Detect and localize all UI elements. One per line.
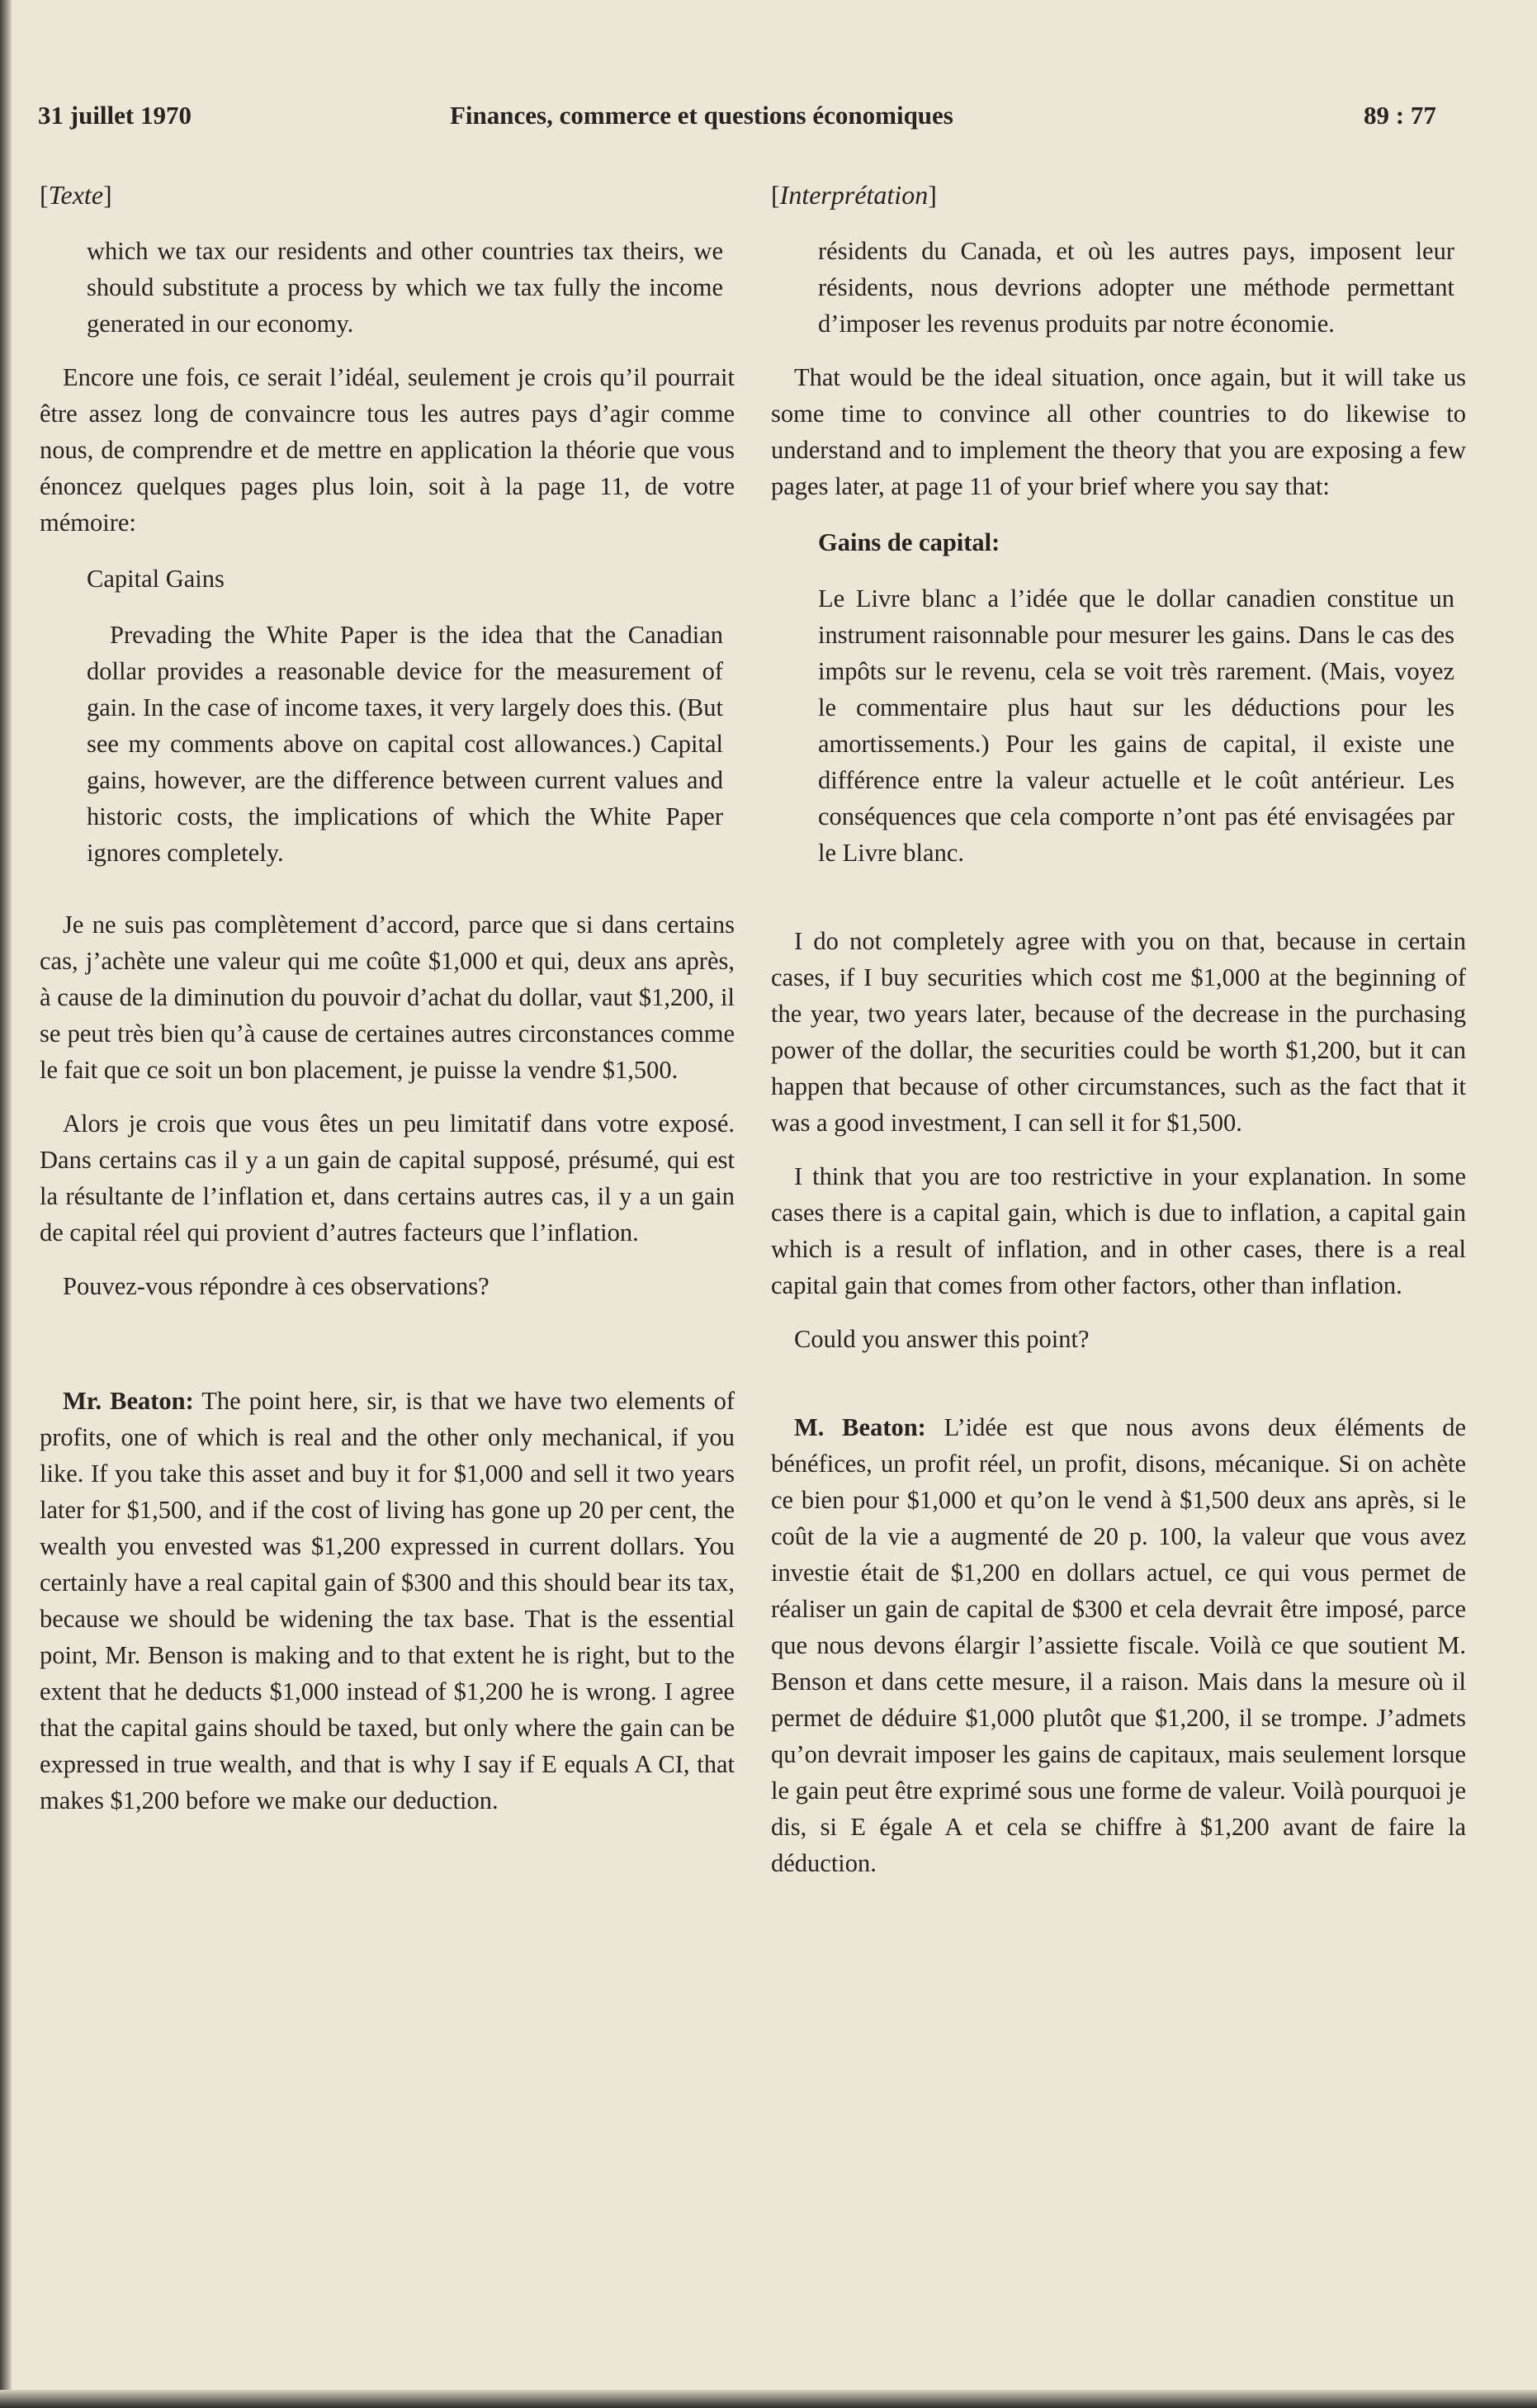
header-page-number: 89 : 77 [1364,101,1436,130]
paragraph: which we tax our residents and other countries tax theirs, we should substitute a process by which we tax fully the income generated in our economy. [87,237,723,338]
column-heading-texte: [Texte] [40,180,112,210]
paragraph: Encore une fois, ce serait l’idéal, seulement je crois qu’il pourrait être assez long de convaincre tous les autres pays d’agir comme nous, de comprendre et de mettre en application la théorie que vous énoncez quelques pages plus loin, soit à la page 11, de votre mémoire: [40,363,735,537]
paragraph: Alors je crois que vous êtes un peu limitatif dans votre exposé. Dans certains cas il y a un gain de capital supposé, présumé, qui est la résultante de l’inflation et, dans certains autres cas, il y a un gain de capital réel qui provient d’autres facteurs que l’inflation. [40,1109,735,1247]
paragraph: Je ne suis pas complètement d’accord, parce que si dans certains cas, j’achète une valeur qui me coûte $1,000 et qui, deux ans après, à cause de la diminution du pouvoir d’achat du dollar, vaut $1,200, il se peut très bien qu’à cause de certaines autres circonstances comme le fait que ce soit un bon placement, je puisse la vendre $1,500. [40,911,735,1084]
speaker-paragraph [40,1383,735,1819]
page-binding-edge [0,0,12,2408]
quoted-paragraph: Prevading the White Paper is the idea that the Canadian dollar provides a reasonable device for the measurement of gain. In the case of income taxes, it very largely does this. (But see my comments above on capital cost allowances.) Capital gains, however, are the difference between current values and historic costs, the implications of which the White Paper ignores completely. [87,621,723,867]
right-column [771,178,1466,1899]
speaker-name: Mr. Beaton: [63,1387,194,1415]
speaker-name: M. Beaton: [794,1413,926,1441]
speaker-paragraph [771,1409,1466,1881]
quoted-paragraph: Le Livre blanc a l’idée que le dollar canadien constitue un instrument raisonnable pour mesurer les gains. Dans le cas des impôts sur le revenu, cela se voit très rarement. (Mais, voyez le commentaire plus haut sur les déductions pour les amortissements.) Pour les gains de capital, il existe une différence entre la valeur actuelle et le coût antérieur. Les conséquences que cela comporte n’ont pas été envisagées par le Livre blanc. [818,584,1454,867]
left-column [40,178,735,1836]
speaker-text: The point here, sir, is that we have two elements of profits, one of which is real and the other only mechanical, if you like. If you take this asset and buy it for $1,000 and sell it two years later for $1,500, and if the cost of living has gone up 20 per cent, the wealth you envested was $1,200 expressed in current dollars. You certainly have a real capital gain of $300 and this should bear its tax, because we should be widening the tax base. That is the essential point, Mr. Benson is making and to that extent he is right, but to the extent that he deducts $1,000 instead of $1,200 he is wrong. I agree that the capital gains should be taxed, but only where the gain can be expressed in true wealth, and that is why I say if E equals A CI, that makes $1,200 before we make our deduction. [40,1387,735,1814]
column-heading-interpretation: [Interprétation] [771,180,937,210]
paragraph: résidents du Canada, et où les autres pays, imposent leur résidents, nous devrions adopter une méthode permettant d’imposer les revenus produits par notre économie. [818,237,1454,338]
column-heading-label: Interprétation [779,180,929,210]
paragraph: Could you answer this point? [794,1325,1090,1353]
subheading: Gains de capital: [818,528,1000,556]
speaker-text: L’idée est que nous avons deux éléments de bénéfices, un profit réel, un profit, disons, mécanique. Si on achète ce bien pour $1,000 et qu’on le vend à $1,500 deux ans après, si le coût de la vie a augmenté de 20 p. 100, la valeur que vous avez investie était de $1,200 en dollars actuel, ce qui vous permet de réaliser un gain de capital de $300 et cela devrait être imposé, parce que nous devons élargir l’assiette fiscale. Voilà ce que soutient M. Benson et dans cette mesure, il a raison. Mais dans la mesure où il permet de déduire $1,000 plutôt que $1,200, il se trompe. J’admets qu’on devrait imposer les gains de capitaux, mais seulement lorsque le gain peut être exprimé sous une forme de valeur. Voilà pourquoi je dis, si E égale A et cela se chiffre à $1,200 avant de faire la déduction. [771,1413,1466,1877]
subheading: Capital Gains [87,565,225,593]
paragraph: Pouvez-vous répondre à ces observations? [63,1272,489,1300]
paragraph: I think that you are too restrictive in your explanation. In some cases there is a capital gain, which is due to inflation, a capital gain which is a result of inflation, and in other cases, there is a real capital gain that comes from other factors, other than inflation. [771,1162,1466,1299]
header-title: Finances, commerce et questions économiques [450,101,953,130]
page-bottom-edge [0,2390,1537,2408]
header-date: 31 juillet 1970 [38,101,192,130]
column-heading-label: Texte [48,180,104,210]
paragraph: I do not completely agree with you on that, because in certain cases, if I buy securities which cost me $1,000 at the beginning of the year, two years later, because of the decrease in the purchasing power of the dollar, the securities could be worth $1,200, but it can happen that because of other circumstances, such as the fact that it was a good investment, I can sell it for $1,500. [771,927,1466,1137]
paragraph: That would be the ideal situation, once again, but it will take us some time to convince all other countries to do likewise to understand and to implement the theory that you are exposing a few pages later, at page 11 of your brief where you say that: [771,363,1466,500]
